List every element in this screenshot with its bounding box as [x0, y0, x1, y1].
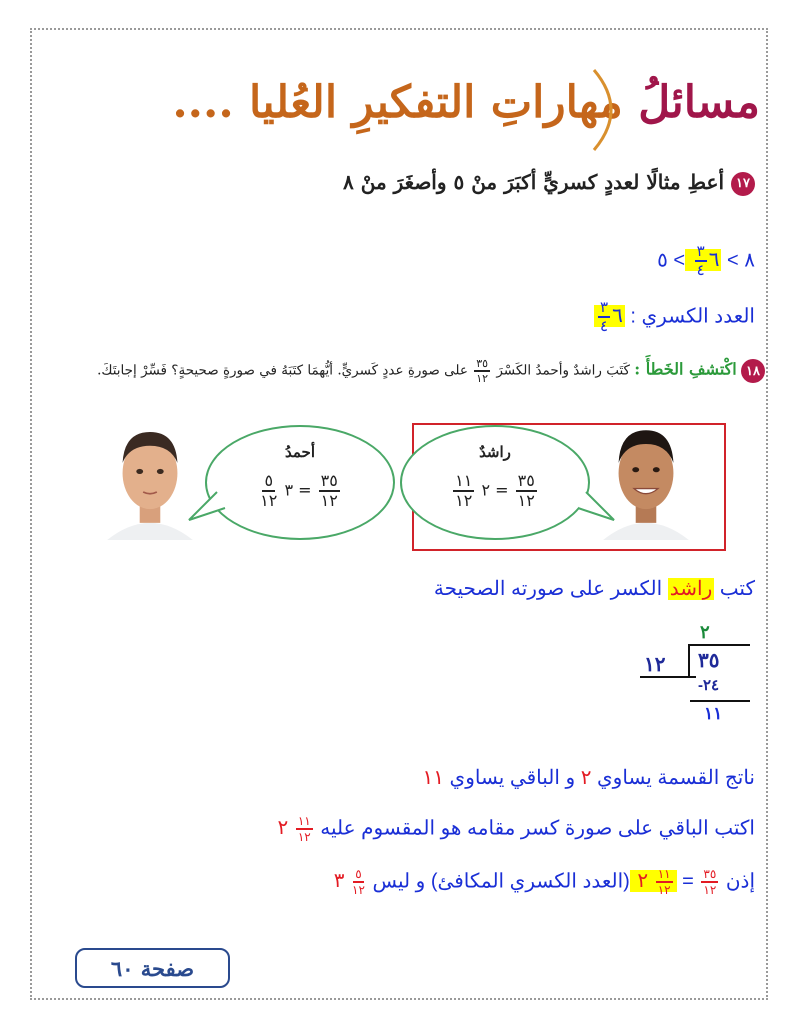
mixed-whole: ٣ — [333, 870, 345, 893]
long-division — [640, 622, 750, 722]
highlighted-name-rashid: راشد — [669, 578, 713, 600]
fraction-denominator: ١٢ — [517, 491, 535, 510]
question-number-badge: ١٧ — [731, 172, 755, 196]
fraction-denominator: ٤ — [600, 318, 609, 335]
answer-18-line-1-post: الكسر على صورته الصحيحة — [433, 578, 663, 600]
fraction-numerator: ٣ — [600, 299, 609, 316]
fraction-numerator: ٥ — [355, 867, 362, 881]
fraction-numerator: ٣٥ — [517, 471, 535, 490]
title-rest: مهاراتِ التفكيرِ العُليا .... — [172, 77, 623, 128]
bubble-tail-ahmad — [187, 490, 227, 524]
answer-18-line-4 — [334, 868, 755, 896]
fraction-numerator: ٣٥ — [476, 357, 489, 370]
fraction-numerator: ٣ — [696, 243, 705, 260]
ahmad-equation — [207, 473, 393, 509]
fraction — [260, 473, 277, 509]
answer-17-inequality — [657, 244, 755, 278]
fraction-numerator: ٣٥ — [320, 471, 338, 490]
fraction-numerator: ١١ — [657, 867, 671, 881]
ineq-left: ٨ > — [727, 249, 755, 272]
find-error-label: اكْتشفِ الخَطأَ : — [634, 359, 737, 379]
mixed-whole: ٦ — [612, 305, 623, 328]
fraction-denominator: ١٢ — [657, 883, 671, 897]
speech-bubble-ahmad — [205, 425, 395, 540]
answer-18-line-2-a: ناتج القسمة يساوي — [597, 767, 755, 789]
speech-bubble-rashid — [400, 425, 590, 540]
fraction-denominator: ٤ — [696, 262, 705, 279]
fraction-numerator: ٣٥ — [703, 867, 717, 881]
mixed-whole: ٣ — [284, 480, 294, 500]
fraction — [296, 815, 313, 843]
fraction-denominator: ١٢ — [320, 491, 338, 510]
mixed-whole: ٢ — [277, 817, 289, 840]
quotient-value: ٢ — [580, 767, 592, 789]
fraction — [352, 868, 365, 896]
answer-18-line-2-b: و الباقي يساوي — [449, 767, 576, 789]
division-divisor: ١٢ — [644, 654, 666, 676]
question-18-text-after: على صورةِ عددٍ كَسريٍّ. أيُّهمَا كتَبَهُ في صورةٍ صحيحةٍ؟ فَسِّرْ إجابتَكَ. — [97, 362, 468, 379]
fraction — [474, 358, 490, 384]
answer-18-line-2 — [423, 765, 756, 790]
answer-18-line-3-text: اكتب الباقي على صورة كسر مقامه هو المقسوم عليه — [320, 817, 755, 840]
fraction-numerator: ١١ — [297, 814, 311, 828]
answer-17-label-line — [594, 300, 755, 334]
ineq-right: > ٥ — [657, 249, 686, 272]
equals-sign: = — [495, 480, 509, 500]
boy-rashid-photo — [596, 420, 696, 540]
page-number-label: صفحة ٦٠ — [75, 948, 230, 988]
division-bracket — [688, 644, 690, 676]
fraction-numerator: ٥ — [264, 471, 274, 490]
division-dividend: ٣٥ — [698, 650, 720, 672]
fraction-denominator: ١٢ — [297, 830, 311, 844]
fraction-denominator: ١٢ — [455, 491, 473, 510]
fraction-denominator: ١٢ — [476, 372, 489, 385]
division-subtraction: -٢٤ — [698, 677, 720, 694]
division-divisor-underline — [640, 676, 696, 678]
mixed-whole: ٢ — [481, 480, 491, 500]
fraction — [695, 244, 707, 278]
fraction-denominator: ١٢ — [260, 491, 278, 510]
fraction — [701, 868, 718, 896]
division-remainder: ١١ — [704, 704, 723, 723]
remainder-value: ١١ — [422, 767, 444, 789]
answer-18-line-1 — [434, 576, 755, 601]
answer-18-line-4-pre: إذن — [725, 870, 755, 893]
equals-sign: = — [298, 480, 312, 500]
division-top-bar — [688, 644, 750, 646]
title-problems: مسائلُ — [638, 77, 760, 128]
answer-17-label: العدد الكسري : — [630, 305, 755, 328]
fraction — [453, 473, 474, 509]
fraction — [516, 473, 537, 509]
fraction — [656, 868, 673, 896]
fraction — [319, 473, 340, 509]
question-number-badge: ١٨ — [741, 359, 765, 383]
fraction-denominator: ١٢ — [352, 883, 365, 897]
mixed-whole: ٢ — [637, 870, 649, 893]
fraction-numerator: ١١ — [455, 471, 473, 490]
division-result-line — [690, 700, 750, 702]
question-17 — [343, 170, 755, 196]
section-title — [172, 77, 760, 128]
question-17-text: أعطِ مثالًا لعددٍ كسريٍّ أكبَرَ منْ ٥ وأصغَرَ منْ ٨ — [343, 170, 725, 194]
rashid-name: راشدٌ — [479, 443, 511, 461]
section-header — [160, 72, 760, 152]
question-18 — [97, 358, 765, 384]
ahmad-name: أحمدُ — [285, 443, 315, 461]
answer-18-line-3 — [278, 815, 756, 843]
equals-sign: = — [682, 870, 694, 893]
fraction — [598, 300, 610, 334]
division-quotient: ٢ — [700, 622, 710, 642]
mixed-number — [277, 814, 315, 844]
answer-18-line-4-note: (العدد الكسري المكافئ) و ليس — [372, 870, 630, 893]
answer-18-line-1-pre: كتب — [719, 578, 755, 600]
boy-ahmad-photo — [100, 420, 200, 540]
correct-mixed-number-highlight — [630, 867, 677, 897]
fraction-denominator: ١٢ — [703, 883, 717, 897]
title-arc-decoration — [588, 66, 632, 154]
rashid-equation — [402, 473, 588, 509]
wrong-mixed-number — [333, 867, 367, 897]
question-18-text-before: كَتَبَ راشدٌ وأحمدُ الكَسْرَ — [496, 362, 630, 379]
mixed-number-highlight — [685, 243, 721, 279]
mixed-whole: ٦ — [708, 249, 720, 272]
mixed-number-highlight-2 — [594, 299, 625, 335]
